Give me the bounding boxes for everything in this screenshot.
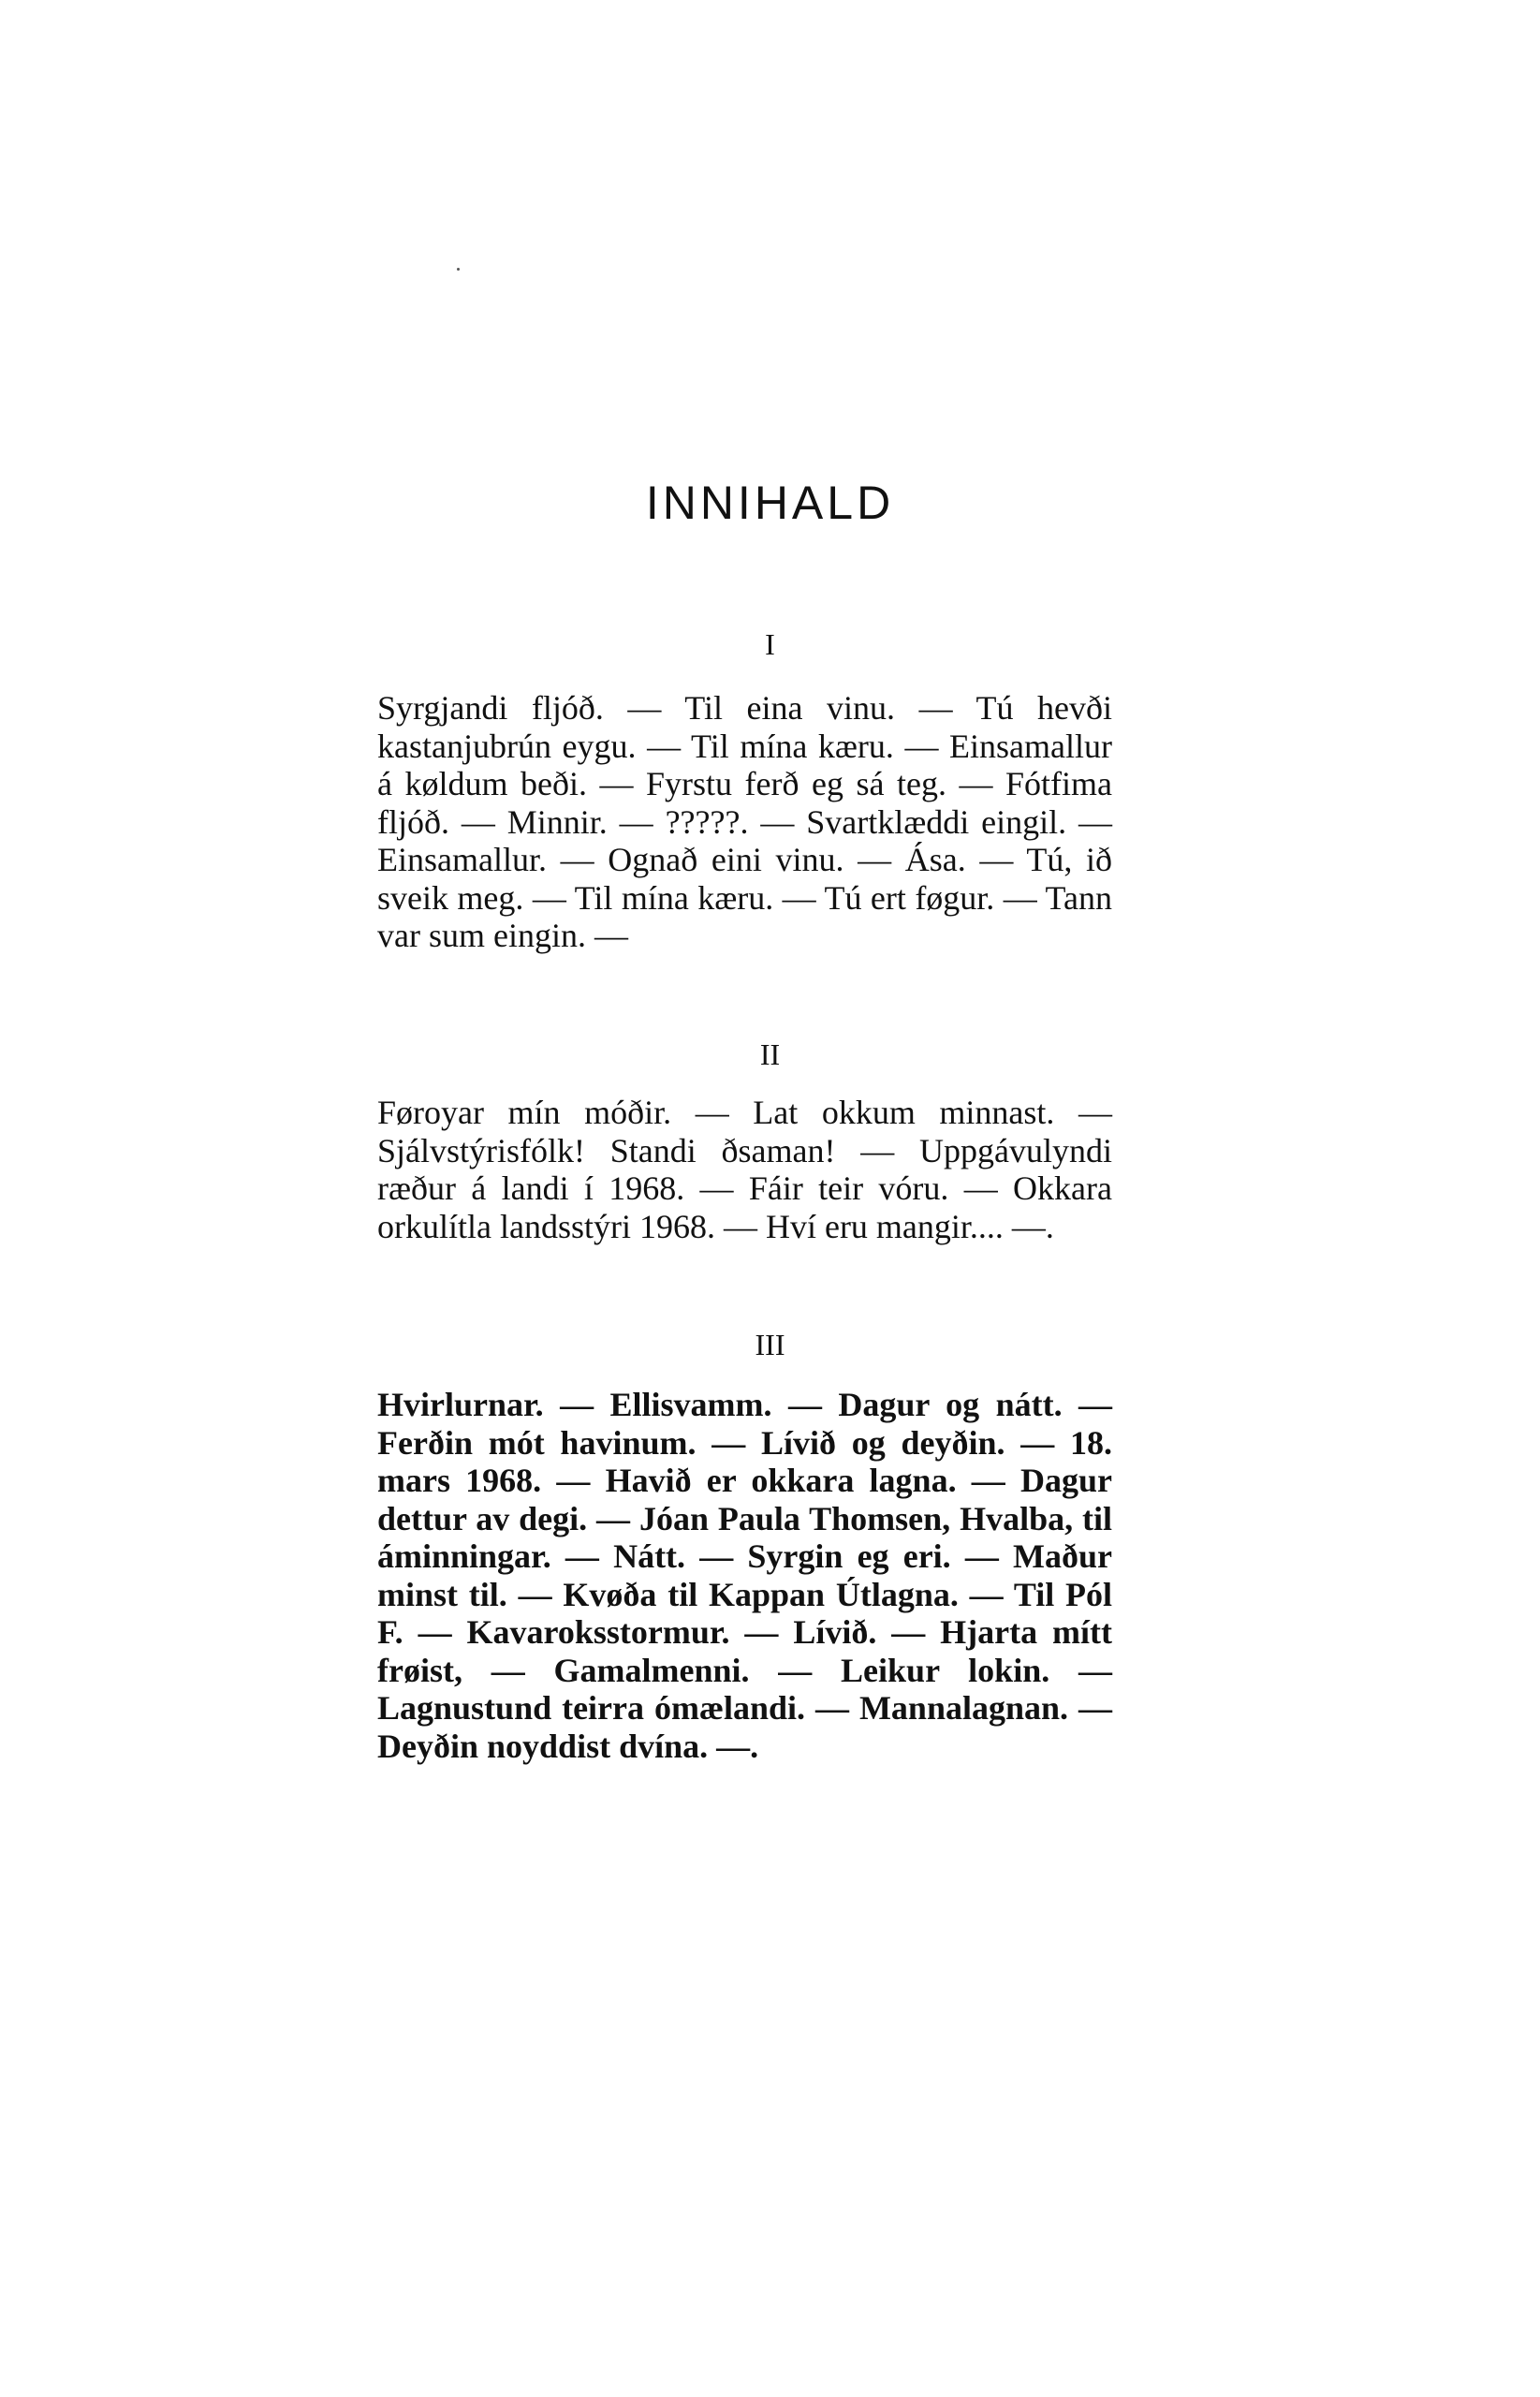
section-entries: Føroyar mín móðir. — Lat okkum minnast. — Sjálvstýrisfólk! Standi ðsaman! — Uppgávulyndi ræður á landi í 1968. — Fáir teir vóru. — Okkara orkulítla landsstýri 1968. — Hví eru mangir.... —.: [377, 1094, 1112, 1245]
page-title: INNIHALD: [645, 477, 895, 529]
print-speck: [457, 268, 460, 271]
section-numeral: III: [755, 1328, 785, 1361]
section-entries: Syrgjandi fljóð. — Til eina vinu. — Tú hevði kastanjubrún eygu. — Til mína kæru. — Einsamallur á køldum beði. — Fyrstu ferð eg sá teg. — Fótfima fljóð. — Minnir. — ?????. — Svartklæddi eingil. — Einsamallur. — Ognað eini vinu. — Ása. — Tú, ið sveik meg. — Til mína kæru. — Tú ert føgur. — Tann var sum eingin. —: [377, 689, 1112, 954]
section-entries: Hvirlurnar. — Ellisvamm. — Dagur og nátt. — Ferðin mót havinum. — Lívið og deyðin. — 18. mars 1968. — Havið er okkara lagna. — Dagur dettur av degi. — Jóan Paula Thomsen, Hvalba, til áminningar. — Nátt. — Syrgin eg eri. — Maður minst til. — Kvøða til Kappan Útlagna. — Til Pól F. — Kavaroksstormur. — Lívið. — Hjarta mítt frøist, — Gamalmenni. — Leikur lokin. — Lagnustund teirra ómælandi. — Mannalagnan. — Deyðin noyddist dvína. —.: [377, 1386, 1112, 1765]
section-numeral: I: [765, 627, 775, 661]
section-numeral: II: [759, 1037, 781, 1071]
